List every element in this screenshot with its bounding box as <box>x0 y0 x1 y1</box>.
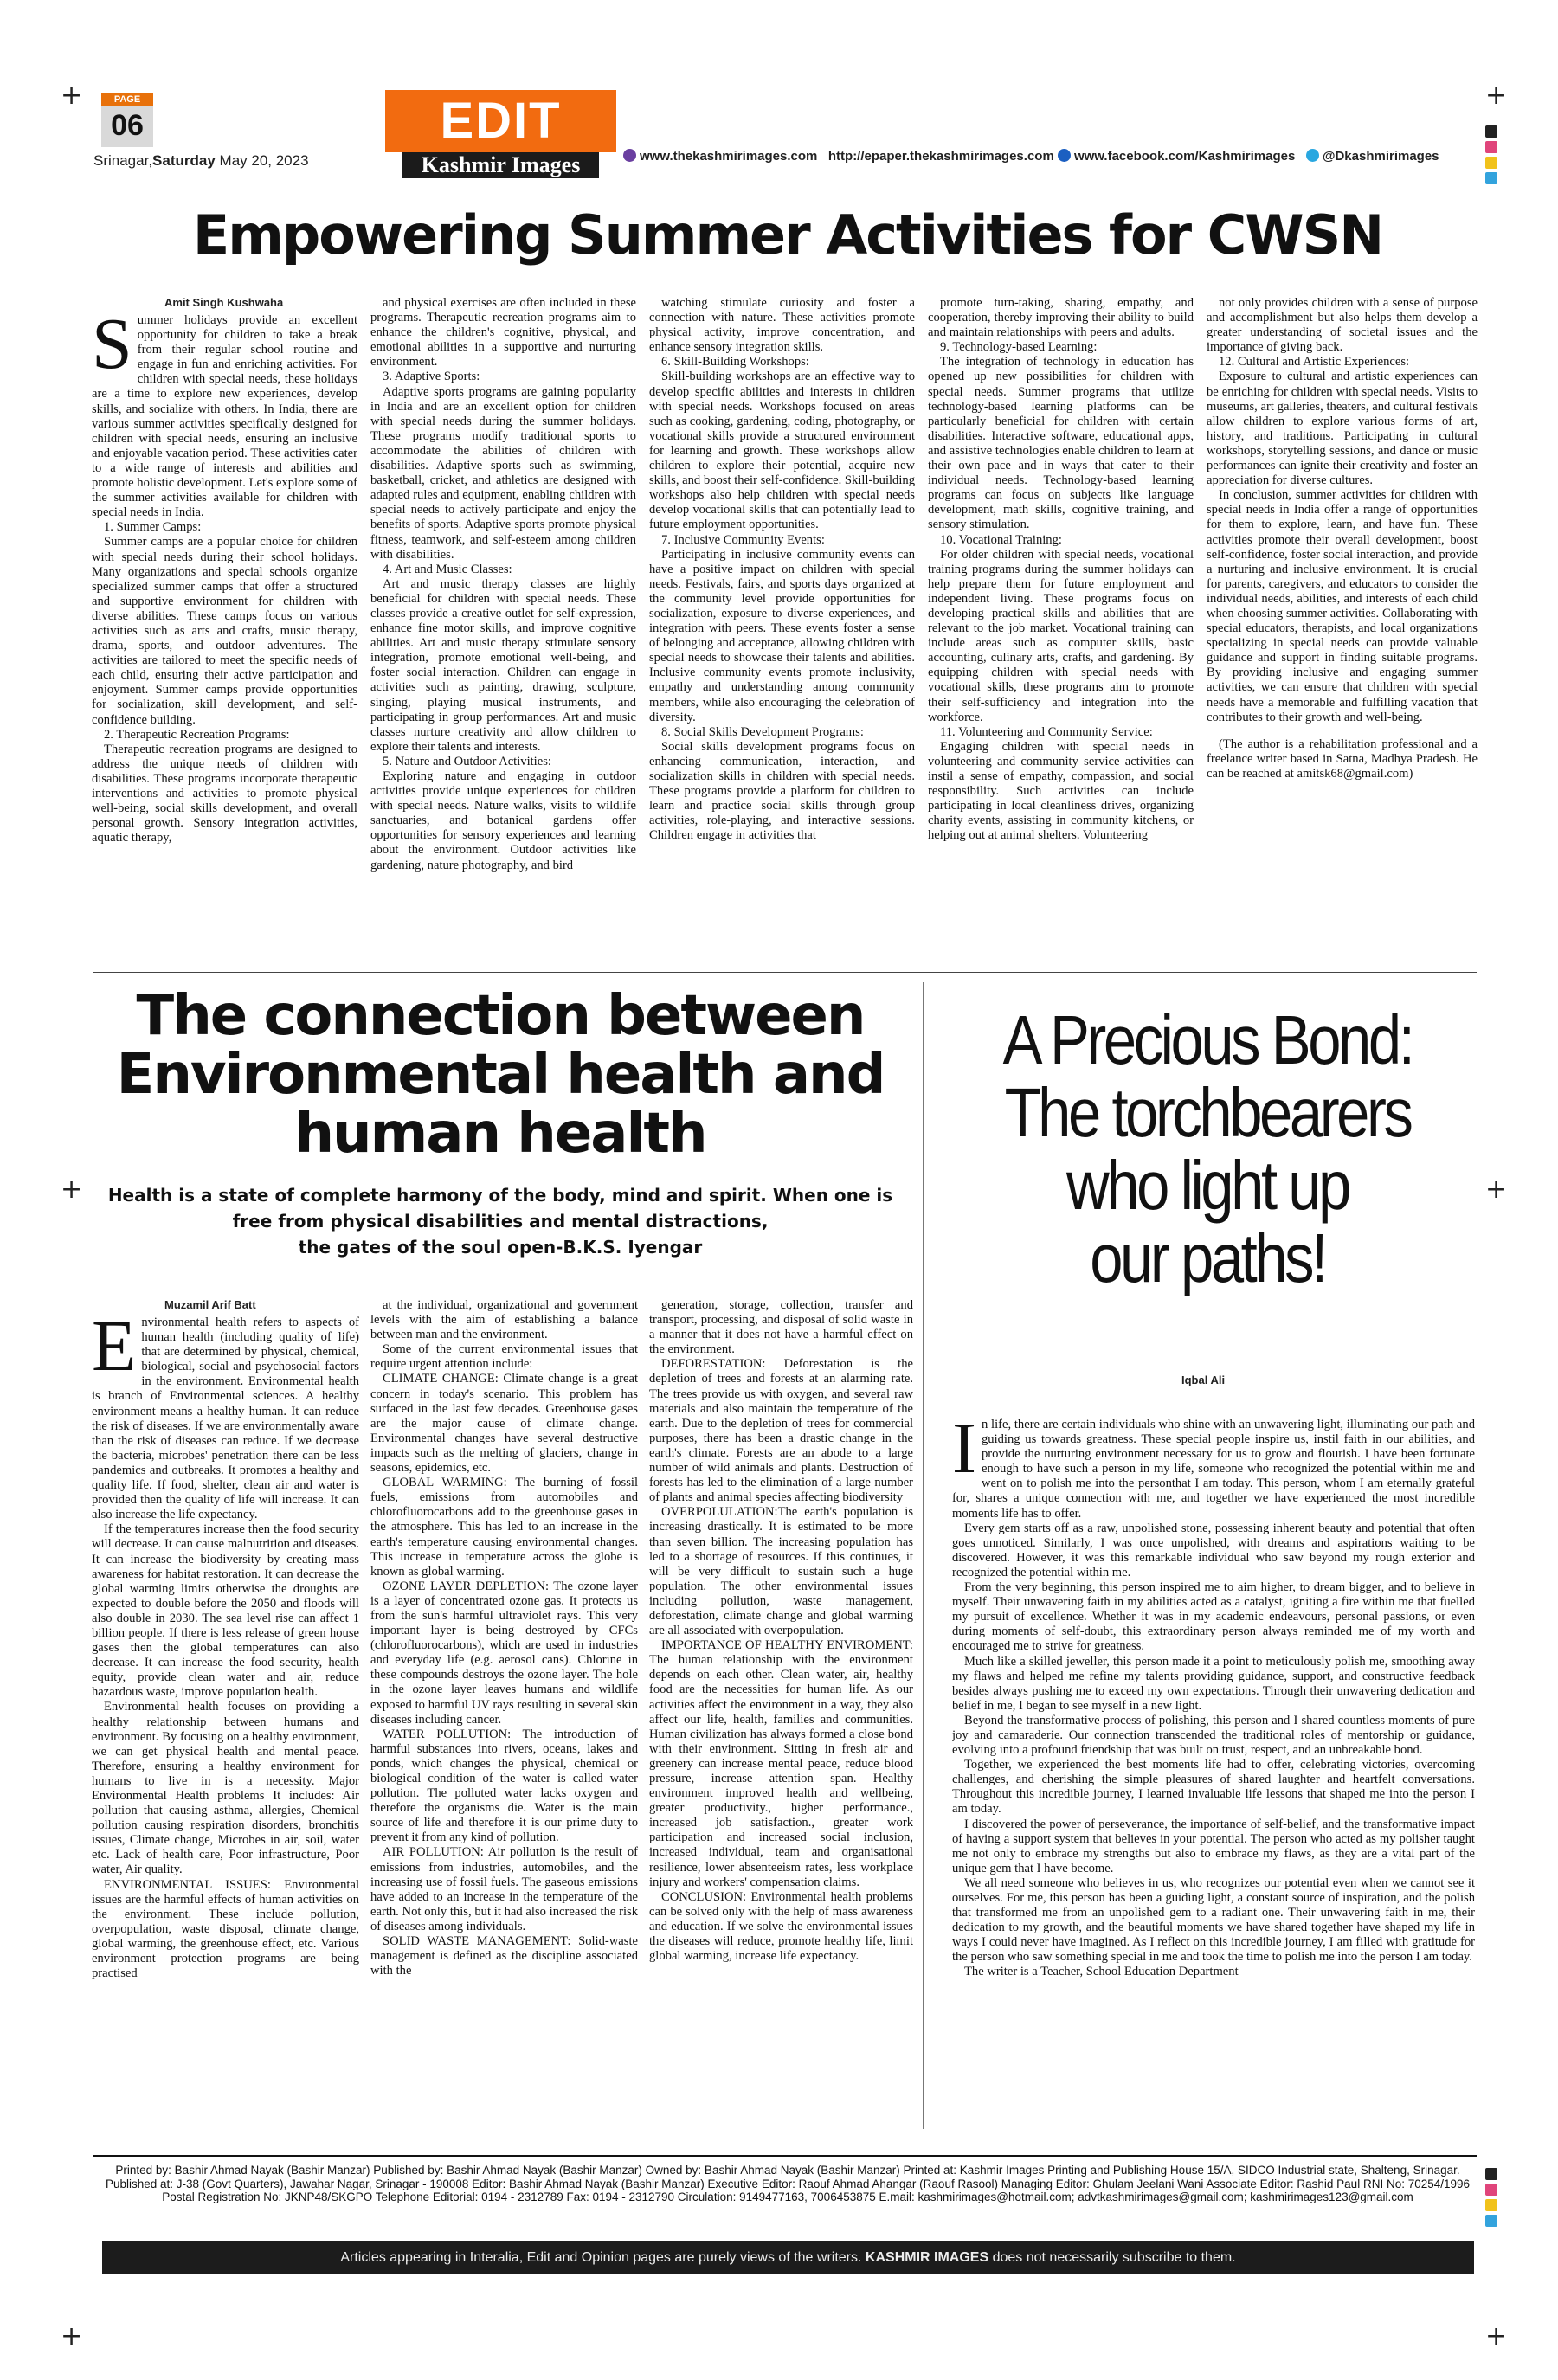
article1-col3-para: 7. Inclusive Community Events: <box>661 532 825 547</box>
article1-col1-para: Therapeutic recreation programs are designed to address the unique needs of children with disabilities. These programs incorporate therapeutic interventions and activities to promote physical well-being, social skills development, and overall personal growth. Sensory integration activities, aquatic therapy, <box>92 742 357 846</box>
article3-para: The writer is a Teacher, School Education Department <box>964 1965 1239 1979</box>
credits-line: Postal Registration No: JKNP48/SKGPO Telephone Editorial: 0194 - 2312789 Fax: 0194 - 2312790 Circulation: 9149477163, 7006453875 E.mail: kashmirimages@hotmail.com; advtkashmirimages@gmail.com; kashmirimages123@gmail.com <box>162 2190 1413 2203</box>
article2-headline-line: The connection between <box>136 984 865 1048</box>
article1-col1-para: 1. Summer Camps: <box>104 520 202 535</box>
article2-column-2 <box>370 1298 638 2125</box>
article1-col4-para: The integration of technology in education has opened up new possibilities for children with special needs. Summer programs that utilize technology-based learning platforms can be particularly beneficial for children with certain disabilities. Interactive software, educational apps, and assistive technologies enable children to learn at their own pace and in ways that cater to their individual needs. Technology-based learning programs can focus on subjects like language development, math skills, cognitive training, and sensory stimulation. <box>928 355 1194 532</box>
article1-col2-para: 4. Art and Music Classes: <box>383 562 512 576</box>
twitter-icon <box>1306 149 1319 162</box>
article3-para: Together, we experienced the best moments life had to offer, celebrating victories, overcoming challenges, and cherishing the simple pleasures of shared laughter and heartfelt conversations. Throughout this incredible journey, I learned invaluable life lessons that shaped me into the person I am today. <box>952 1758 1475 1817</box>
link-twitter[interactable]: @Dkashmirimages <box>1322 149 1439 164</box>
article3-headline-line: our paths! <box>1090 1219 1325 1296</box>
article1-col3-para: 6. Skill-Building Workshops: <box>661 355 809 370</box>
article1-col4-para: For older children with special needs, vocational training programs during the summer holidays can help prepare them for future employment and independent living. These programs focus on developing practical skills and abilities that are relevant to the job market. Vocational training can include areas such as computer skills, basic accounting, culinary arts, crafts, and gardening. By equipping children with special needs with vocational skills, these programs aim to promote their self-sufficiency and integration into the workforce. <box>928 547 1194 724</box>
dateline-date: May 20, 2023 <box>219 152 309 169</box>
article2-col1-para: If the temperatures increase then the food security will decrease. It can cause malnutrition and diseases. It can increase the biodiversity by creating mass awareness for habitat restoration. It can decrease the global warming limits otherwise the droughts are expected to double before the 2050 and floods will also double in 2030. The sea level rise can affect 1 billion people. If there is less release of green house gases then the global temperatures can also decrease. It can increase the food security, health equity, provide clean water and air, reduce hazardous waste, improve population health. <box>92 1522 359 1700</box>
article3-headline <box>973 1001 1442 1296</box>
page-number: 06 <box>111 109 144 142</box>
crop-mark-bottom-right: + <box>1485 2321 1508 2351</box>
web-links <box>623 149 1439 164</box>
credits-line: Printed by: Bashir Ahmad Nayak (Bashir Manzar) Published by: Bashir Ahmad Nayak (Bashir Manzar) Owned by: Bashir Ahmad Nayak (Bashir Manzar) Printed at: Kashmir Images Printing and Publishing House 15/A, SIDCO Industrial state, Shalteng, Srinagar. <box>115 2164 1460 2177</box>
swatch-cyan <box>1485 2215 1497 2227</box>
article2-col2-para: WATER POLLUTION: The introduction of harmful substances into rivers, oceans, lakes and ponds, which changes the physical, chemical or biological condition of the water is called water pollution. The polluted water lacks oxygen and therefore the organisms die. Water is the main source of life and therefore it is our prime duty to prevent it from any kind of pollution. <box>370 1727 638 1845</box>
disclaimer-brand: KASHMIR IMAGES <box>865 2250 989 2265</box>
article1-col3-para: watching stimulate curiosity and foster a connection with nature. These activities promote physical activity, improve concentration, and enhance sensory integration skills. <box>649 296 915 355</box>
article2-byline: Muzamil Arif Batt <box>164 1298 256 1311</box>
article2-col2-para: at the individual, organizational and government levels with the aim of establishing a balance between man and the environment. <box>370 1298 638 1342</box>
article2-column-3 <box>649 1298 913 2125</box>
article2-col2-para: AIR POLLUTION: Air pollution is the result of emissions from industries, automobiles, and the increasing use of fossil fuels. The gaseous emissions have added to an increase in the temperature of the earth. Not only this, but it had also increased the risk of diseases among individuals. <box>370 1845 638 1933</box>
swatch-yellow <box>1485 2199 1497 2211</box>
paper-name: Kashmir Images <box>402 152 599 178</box>
globe-icon <box>623 149 636 162</box>
footer-rule <box>93 2155 1477 2157</box>
article3-body <box>952 1418 1475 2127</box>
column-divider <box>923 982 924 2129</box>
dateline-day: Saturday <box>152 152 216 169</box>
article1-col2-para: 3. Adaptive Sports: <box>383 370 480 384</box>
article2-deck-line: free from physical disabilities and mental distractions, <box>232 1211 769 1232</box>
dropcap: S <box>92 313 132 384</box>
article1-col4-para: 11. Volunteering and Community Service: <box>940 724 1153 739</box>
article1-col3-para: 8. Social Skills Development Programs: <box>661 724 864 739</box>
article3-para: Every gem starts off as a raw, unpolished stone, possessing inherent beauty and potential that often goes unnoticed. Similarly, I was once unpolished, with dreams and aspirations waiting to be discovered. However, it was this remarkable individual who saw beyond my rough exterior and recognized the potential within me. <box>952 1521 1475 1579</box>
article1-col5-para: (The author is a rehabilitation professional and a freelance writer based in Satna, Madhya Pradesh. He can be reached at amitsk68@gmail.com) <box>1207 737 1478 781</box>
article1-col4-para: promote turn-taking, sharing, empathy, and cooperation, thereby improving their ability to build and maintain relationships with peers and adults. <box>928 296 1194 340</box>
article2-col2-para: OZONE LAYER DEPLETION: The ozone layer is a layer of concentrated ozone gas. It protects us from the sun's harmful ultraviolet rays. This very important layer is being destroyed by CFCs (chlorofluorocarbons), which are used in industries and everyday life (e.g. aerosol cans). Chlorine in these compounds destroys the ozone layer. The hole in the ozone layer leaves humans and wildlife exposed to harmful UV rays resulting in several skin diseases including cancer. <box>370 1579 638 1727</box>
color-swatches-top <box>1485 125 1501 188</box>
article3-para: Much like a skilled jeweller, this person made it a point to meticulously polish me, smoothing away my flaws and helped me refine my talents providing guidance, support, and constructive feedback besides always pushing me to exceed my own expectations. Through their unwavering dedication and belief in me, I began to see myself in a new light. <box>952 1654 1475 1713</box>
disclaimer-text: Articles appearing in Interalia, Edit and Opinion pages are purely views of the writers. <box>340 2250 862 2265</box>
section-name: EDIT <box>385 90 616 152</box>
article1-col1-para: Summer camps are a popular choice for children with special needs during their school holidays. Many organizations and special schools organize specialized summer camps that offer a structured and supportive environment for children with diverse abilities. These camps focus on various activities such as arts and crafts, music therapy, drama, sports, and outdoor adventures. The activities are tailored to meet the specific needs of each child, ensuring their active participation and enjoyment. Summer camps provide opportunities for socialization, skill development, and self-confidence building. <box>92 535 357 727</box>
article2-deck <box>93 1182 907 1260</box>
credits-line: Published at: J-38 (Govt Quarters), Jawahar Nagar, Srinagar - 190008 Editor: Bashir Ahmad Nayak (Bashir Manzar) Executive Editor: Raouf Ahmad Ahangar (Raouf Rasool) Managing Editor: Ghulam Jeelani Wani Associate Editor: Rashid Paul RNI No: 70254/1996 <box>105 2177 1471 2190</box>
article2-col3-para: CONCLUSION: Environmental health problems can be solved only with the help of mass awareness and education. If we solve the environmental issues the diseases will reduce, promote healthy life, limit global warming, increase life expectancy. <box>649 1889 913 1964</box>
article1-col5-para: not only provides children with a sense of purpose and accomplishment but also helps them develop a greater understanding of societal issues and the importance of giving back. <box>1207 296 1478 355</box>
article3-para: In life, there are certain individuals who shine with an unwavering light, illuminating our path and guiding us towards greatness. These special people inspire us, instil faith in our abilities, and provide the nurturing environment necessary for us to grow and flourish. I have been fortunate enough to have such a person in my life, someone who recognized the potential within me and went on to polish me into the personthat I am today. This person, whom I am eternally grateful for, shares a unique connection with me, and together we have experienced the most incredible moments life has to offer. <box>952 1418 1475 1521</box>
swatch-black <box>1485 125 1497 138</box>
article1-col1-para: Summer holidays provide an excellent opportunity for children to take a break from their regular school routine and engage in fun and enriching activities. For children with special needs, these holidays are a time to explore new experiences, develop skills, and socialize with others. In India, there are various summer activities specifically designed for children with special needs, ensuring an inclusive and enjoyable vacation period. These activities cater to a wide range of interests and abilities and promote holistic development. Let's explore some of the summer activities available for children with special needs in India. <box>92 313 357 520</box>
swatch-black <box>1485 2168 1497 2180</box>
facebook-icon <box>1058 149 1071 162</box>
article1-col2-para: 5. Nature and Outdoor Activities: <box>383 754 551 769</box>
article1-headline: Empowering Summer Activities for CWSN <box>192 203 1383 267</box>
swatch-magenta <box>1485 141 1497 153</box>
article3-headline-line: who light up <box>1066 1147 1349 1224</box>
article3-headline-line: The torchbearers <box>1004 1074 1411 1151</box>
article1-col4-para: 10. Vocational Training: <box>940 532 1062 547</box>
article2-col2-para: CLIMATE CHANGE: Climate change is a great concern in today's scenario. This problem has surfaced in the last few decades. Greenhouse gases are the major cause of climate change. Environmental changes have several destructive impacts such as the melting of glaciers, change in seasons, epidemics, etc. <box>370 1372 638 1476</box>
article3-para: From the very beginning, this person inspired me to aim higher, to dream bigger, and to believe in myself. Their unwavering faith in my abilities acted as a catalyst, igniting a fire within me that fuelled my pursuit of excellence. Whether it was in my academic endeavours, personal passions, or even during moments of self-doubt, this extraordinary person always reminded me of my worth and encouraged me to strive for greatness. <box>952 1580 1475 1654</box>
article1-col2-para: Adaptive sports programs are gaining popularity in India and are an excellent option for children with special needs during the summer holidays. These programs modify traditional sports to accommodate the abilities of children with disabilities. Adaptive sports such as swimming, basketball, cricket, and athletics are designed with adapted rules and equipment, enabling children with special needs to actively participate and enjoy the benefits of sports. Adaptive sports promote physical fitness, teamwork, and self-esteem among children with disabilities. <box>370 384 636 562</box>
article2-headline-line: Environmental health and <box>116 1043 885 1107</box>
disclaimer-suffix: does not necessarily subscribe to them. <box>992 2250 1236 2265</box>
article1-col5-para: Exposure to cultural and artistic experiences can be enriching for children with special needs. Visits to museums, art galleries, theaters, and cultural festivals allow children to explore various forms of art, history, and traditions. Participating in cultural workshops, storytelling sessions, and dance or music performances can ignite their creativity and foster an appreciation for diverse cultures. <box>1207 370 1478 488</box>
section-divider <box>93 972 1477 973</box>
page-number-tag <box>101 93 153 147</box>
swatch-cyan <box>1485 172 1497 184</box>
article1-col3-para: Social skills development programs focus on enhancing communication, interaction, and socialization skills in children with special needs. These programs provide a platform for children to learn and practice social skills through group activities, role-playing, and interactive sessions. Children engage in activities that <box>649 739 915 843</box>
crop-mark-top-left: + <box>61 80 83 111</box>
article1-col3-para: Participating in inclusive community events can have a positive impact on children with special needs. Festivals, fairs, and sports days organized at the community level provide opportunities for socialization, exposure to diverse experiences, and integration with peers. These events foster a sense of belonging and acceptance, allowing children with special needs to showcase their talents and abilities. Inclusive community events promote inclusivity, empathy and understanding among community members, while also encouraging the celebration of diversity. <box>649 547 915 724</box>
article1-col2-para: and physical exercises are often included in these programs. Therapeutic recreation programs aim to enhance the children's cognitive, physical, and emotional abilities in a supportive and nurturing environment. <box>370 296 636 370</box>
dropcap: E <box>92 1315 137 1386</box>
article3-para: I discovered the power of perseverance, the importance of self-belief, and the transformative impact of having a support system that believes in your potential. The person who acted as my polisher taught me not only to embrace my strengths but also to embrace my flaws, as they are a vital part of the unique gem that I have become. <box>952 1817 1475 1875</box>
swatch-magenta <box>1485 2184 1497 2196</box>
article1-col2-para: Exploring nature and engaging in outdoor activities provide unique experiences for children with special needs. Nature walks, visits to wildlife sanctuaries, and botanical gardens offer opportunities for sensory experiences and learning about the environment. Outdoor activities like gardening, nature photography, and bird <box>370 769 636 872</box>
article2-deck-line: the gates of the soul open-B.K.S. Iyengar <box>298 1237 703 1258</box>
color-swatches-bottom <box>1485 2168 1501 2230</box>
article2-col3-para: IMPORTANCE OF HEALTHY ENVIROMENT: The human relationship with the environment depends on each other. Clean water, air, healthy food are the necessities for human life. As our activities affect the environment in a way, they also affect our life, health, families and communities. Human civilization has always formed a close bond with their environment. Sitting in fresh air and greenery can increase mental peace, reduce blood pressure, increase attention span. Healthy environment improved health and wellbeing, greater productivity., higher performance., increased job satisfaction., greater work participation and increased social inclusion, increased individual, team and organisational resilience, lower absenteeism rates, less workplace injury and workers' compensation claims. <box>649 1638 913 1889</box>
article1-column-1 <box>92 313 357 967</box>
swatch-yellow <box>1485 157 1497 169</box>
article2-col1-para: Environmental health focuses on providing a healthy relationship between humans and environment. By focusing on a healthy environment, we can get physical health and mental peace. Therefore, ensuring a healthy environment for humans to live in is a necessity. Major Environmental Health problems It includes: Air pollution that causing asthma, allergies, Chemical pollution causing respiration disorders, bronchitis issues, Climate change, Microbes in air, soil, water etc. Lack of health care, Poor infrastructure, Poor water, Air quality. <box>92 1700 359 1877</box>
article2-col3-para: generation, storage, collection, transfer and transport, processing, and disposal of solid waste in a manner that it does not have a harmful effect on the environment. <box>649 1298 913 1357</box>
link-facebook[interactable]: www.facebook.com/Kashmirimages <box>1073 149 1296 164</box>
article3-para: We all need someone who believes in us, who recognizes our potential even when we cannot see it ourselves. For me, this person has been a guiding light, a constant source of inspiration, and the polish that transformed me from an unpolished gem to a radiant one. Their unwavering faith in me, their dedication to my growth, and the beautiful moments we have shared together have shaped my life in ways I could never have imagined. As I reflect on this incredible journey, I am filled with gratitude for the person who saw something special in me and took the time to polish me into the person I am today. <box>952 1875 1475 1965</box>
article2-col1-para: Environmental health refers to aspects of human health (including quality of life) that are determined by physical, chemical, biological, social and psychosocial factors in the environment. Environmental health is branch of Environmental sciences. A healthy environment means a healthy human. It can reduce the risk of diseases. If we are environmentally aware than the risk of diseases can reduce. If we decrease the bacteria, microbes' penetration there can be less pandemics and outbreaks. It promotes a healthy and quality life. If food, shelter, clean air and water is provided then the quality of life will increase. It can also increase the life expectancy. <box>92 1315 359 1522</box>
article2-col1-para: ENVIRONMENTAL ISSUES: Environmental issues are the harmful effects of human activities on the environment. These include pollution, overpopulation, waste disposal, climate change, global warming, the greenhouse effect, etc. Various environment protection programs are being practised <box>92 1877 359 1981</box>
article1-col2-para: Art and music therapy classes are highly beneficial for children with special needs. These classes provide a creative outlet for self-expression, enhance fine motor skills, and improve cognitive abilities. Art and music therapy stimulate sensory integration, promote emotional well-being, and foster social interaction. Children can engage in activities such as painting, drawing, sculpture, singing, playing musical instruments, and participating in group performances. Art and music classes nurture creativity and allow children to explore their talents and interests. <box>370 576 636 754</box>
article2-col3-para: OVERPOLULATION:The earth's population is increasing drastically. It is estimated to be more than seven billion. The increasing population has led to a shortage of resources. If this continues, it will be very difficult to sustain such a huge population. The other environmental issues including pollution, waste management, deforestation, climate change and global warming are all associated with overpopulation. <box>649 1505 913 1638</box>
article3-byline: Iqbal Ali <box>1181 1373 1226 1386</box>
link-epaper[interactable]: http://epaper.thekashmirimages.com <box>827 149 1054 164</box>
article1-col5-para: 12. Cultural and Artistic Experiences: <box>1219 355 1410 370</box>
link-website[interactable]: www.thekashmirimages.com <box>640 149 818 164</box>
crop-mark-mid-right: + <box>1485 1174 1508 1205</box>
article1-col4-para: Engaging children with special needs in volunteering and community service activities can instil a sense of empathy, compassion, and social responsibility. Such activities can include participating in local cleanliness drives, organizing charity events, assisting in community kitchens, or helping out at animal shelters. Volunteering <box>928 739 1194 843</box>
disclaimer-bar <box>102 2241 1474 2274</box>
crop-mark-top-right: + <box>1485 80 1508 111</box>
crop-mark-mid-left: + <box>61 1174 83 1205</box>
article1-column-3 <box>649 296 915 967</box>
article2-headline <box>93 984 907 1166</box>
crop-mark-bottom-left: + <box>61 2321 83 2351</box>
dropcap: I <box>952 1418 976 1489</box>
page-label: PAGE <box>101 93 153 106</box>
article1-col3-para: Skill-building workshops are an effective way to develop specific abilities and interests in children with special needs. Workshops focused on areas such as cooking, gardening, coding, photography, or vocational skills provide a structured environment for learning and growth. These workshops allow children to explore their potential, acquire new skills, and boost their self-confidence. Skill-building workshops also help children with special needs develop vocational skills that can potentially lead to future employment opportunities. <box>649 370 915 532</box>
dateline-place: Srinagar, <box>93 152 153 169</box>
article1-col5-para: In conclusion, summer activities for children with special needs in India offer a range of opportunities for them to explore, learn, and have fun. These activities promote their overall development, boost self-confidence, foster social interaction, and provide a nurturing and inclusive environment. It is crucial for parents, caregivers, and educators to consider the individual needs, abilities, and interests of each child when choosing summer activities. Collaborating with special educators, therapists, and local organizations specializing in special needs can provide valuable guidance and support in finding suitable programs. By providing inclusive and engaging summer activities, we can ensure that children with special needs have a memorable and fulfilling vacation that contributes to their growth and well-being. <box>1207 488 1478 724</box>
article3-para: Beyond the transformative process of polishing, this person and I shared countless moments of pure joy and camaraderie. Our connection transcended the traditional roles of mentorship or guidance, evolving into a profound friendship that was built on trust, respect, and an unbreakable bond. <box>952 1713 1475 1758</box>
article1-byline: Amit Singh Kushwaha <box>164 296 284 309</box>
article1-col1-para: 2. Therapeutic Recreation Programs: <box>104 727 290 742</box>
article2-col2-para: Some of the current environmental issues that require urgent attention include: <box>370 1342 638 1372</box>
section-logo <box>385 90 616 177</box>
dateline <box>93 152 309 170</box>
article2-col2-para: GLOBAL WARMING: The burning of fossil fuels, emissions from automobiles and chlorofluorocarbons add to the greenhouse gases in the atmosphere. This has led to an increase in the earth's temperature causing environmental changes. This increase in temperature across the globe is known as global warming. <box>370 1476 638 1579</box>
article2-column-1 <box>92 1315 359 2125</box>
print-credits <box>95 2164 1480 2204</box>
article2-col2-para: SOLID WASTE MANAGEMENT: Solid-waste management is defined as the discipline associated with the <box>370 1934 638 1978</box>
article3-headline-line: A Precious Bond: <box>1002 1001 1413 1078</box>
article1-col4-para: 9. Technology-based Learning: <box>940 340 1098 355</box>
article2-deck-line: Health is a state of complete harmony of the body, mind and spirit. When one is <box>107 1185 893 1206</box>
article2-headline-line: human health <box>294 1102 706 1166</box>
article2-col3-para: DEFORESTATION: Deforestation is the depletion of trees and forests at an alarming rate. The trees provide us with oxygen, and several raw materials and also maintain the temperature of the earth. Due to the depletion of trees for commercial purposes, there has been a drastic change in the earth's climate. Forests are an abode to a large number of wild animals and plants. Destruction of forests has led to the elimination of a large number of plants and animal species affecting biodiversity <box>649 1357 913 1505</box>
article1-column-5 <box>1207 296 1478 967</box>
article1-column-2 <box>370 296 636 967</box>
article1-column-4 <box>928 296 1194 967</box>
